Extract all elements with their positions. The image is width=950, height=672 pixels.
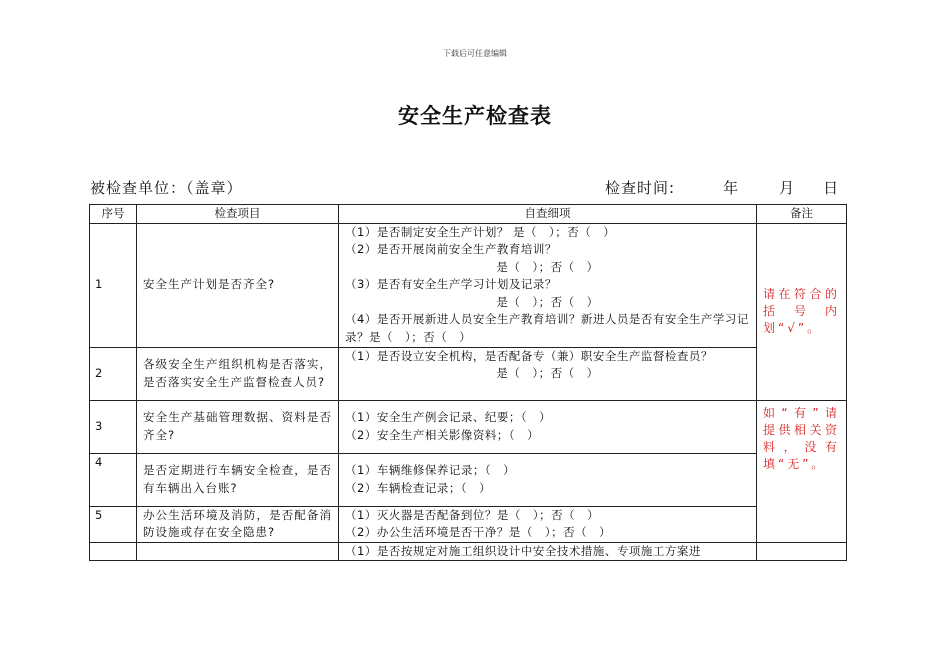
- row-details: [339, 223, 757, 347]
- month-label: 月: [779, 179, 796, 197]
- table-row: [90, 506, 847, 542]
- note-provide-materials: 如“有”请提供相关资料，没有填“无”。: [757, 400, 847, 542]
- detail-line: 是（ ）；否（ ）: [496, 366, 599, 380]
- header-note: 下载后可任意编辑: [443, 49, 507, 58]
- inspection-time: [605, 177, 839, 198]
- detail-line: （1）是否按规定对施工组织设计中安全技术措施、专项施工方案进: [345, 543, 701, 558]
- row-details: [339, 506, 757, 542]
- row-item: 安全生产计划是否齐全?: [137, 223, 339, 347]
- table-row: [90, 223, 847, 347]
- meta-row: [90, 177, 860, 199]
- detail-line: （2）安全生产相关影像资料；（ ）: [345, 427, 540, 442]
- table-row: [90, 453, 847, 506]
- detail-line: （1）是否设立安全机构，是否配备专（兼）职安全生产监督检查员？: [345, 348, 713, 363]
- inspection-time-label: 检查时间:: [605, 179, 676, 197]
- table-row: [90, 400, 847, 453]
- detail-line: （1）灭火器是否配备到位？是（ ）；否（ ）: [345, 507, 600, 522]
- table-header-row: [90, 205, 847, 224]
- header-note: 备注: [757, 205, 847, 224]
- note-tick-instruction: 请在符合的括号内划“√”。: [757, 223, 847, 400]
- row-details: [339, 542, 757, 561]
- row-item: [137, 542, 339, 561]
- detail-line: （2）是否开展岗前安全生产教育培训？: [345, 242, 557, 256]
- row-item: 办公生活环境及消防，是否配备消防设施或存在安全隐患?: [137, 506, 339, 542]
- inspection-table: [89, 204, 847, 561]
- header-item: 检查项目: [137, 205, 339, 224]
- inspected-unit-label: 被检查单位：（盖章）: [90, 179, 243, 197]
- row-seq: 5: [90, 506, 137, 542]
- row-seq: 4: [90, 453, 137, 506]
- row-seq: 2: [90, 347, 137, 400]
- header-seq: 序号: [90, 205, 137, 224]
- table-row: [90, 347, 847, 400]
- document-title: 安全生产检查表: [398, 103, 552, 128]
- row-details: [339, 347, 757, 400]
- detail-line: （2）车辆检查记录；（ ）: [345, 480, 492, 495]
- row-item: 各级安全生产组织机构是否落实，是否落实安全生产监督检查人员?: [137, 347, 339, 400]
- detail-line: 是（ ）；否（ ）: [496, 259, 599, 274]
- day-label: 日: [823, 179, 840, 197]
- detail-line: （1）是否制定安全生产计划？ 是（ ）；否（ ）: [345, 224, 616, 239]
- row-details: [339, 453, 757, 506]
- detail-line: （3）是否有安全生产学习计划及记录？: [345, 277, 557, 291]
- row-seq: 3: [90, 400, 137, 453]
- detail-line: 是（ ）；否（ ）: [496, 294, 599, 309]
- row-details: [339, 400, 757, 453]
- row-seq: [90, 542, 137, 561]
- row-note-empty: [757, 542, 847, 561]
- detail-line: （2）办公生活环境是否干净？是（ ）；否（ ）: [345, 525, 612, 539]
- year-label: 年: [723, 179, 740, 197]
- row-item: 安全生产基础管理数据、资料是否齐全?: [137, 400, 339, 453]
- table-row: [90, 542, 847, 561]
- detail-line: （1）安全生产例会记录、纪要；（ ）: [345, 410, 552, 424]
- header-detail: 自查细项: [339, 205, 757, 224]
- detail-line: （4）是否开展新进人员安全生产教育培训？新进人员是否有安全生产学习记录？是（ ）；否（ ）: [345, 312, 749, 344]
- detail-line: （1）车辆维修保养记录；（ ）: [345, 463, 516, 477]
- row-item: 是否定期进行车辆安全检查，是否有车辆出入台账?: [137, 453, 339, 506]
- row-seq: 1: [90, 223, 137, 347]
